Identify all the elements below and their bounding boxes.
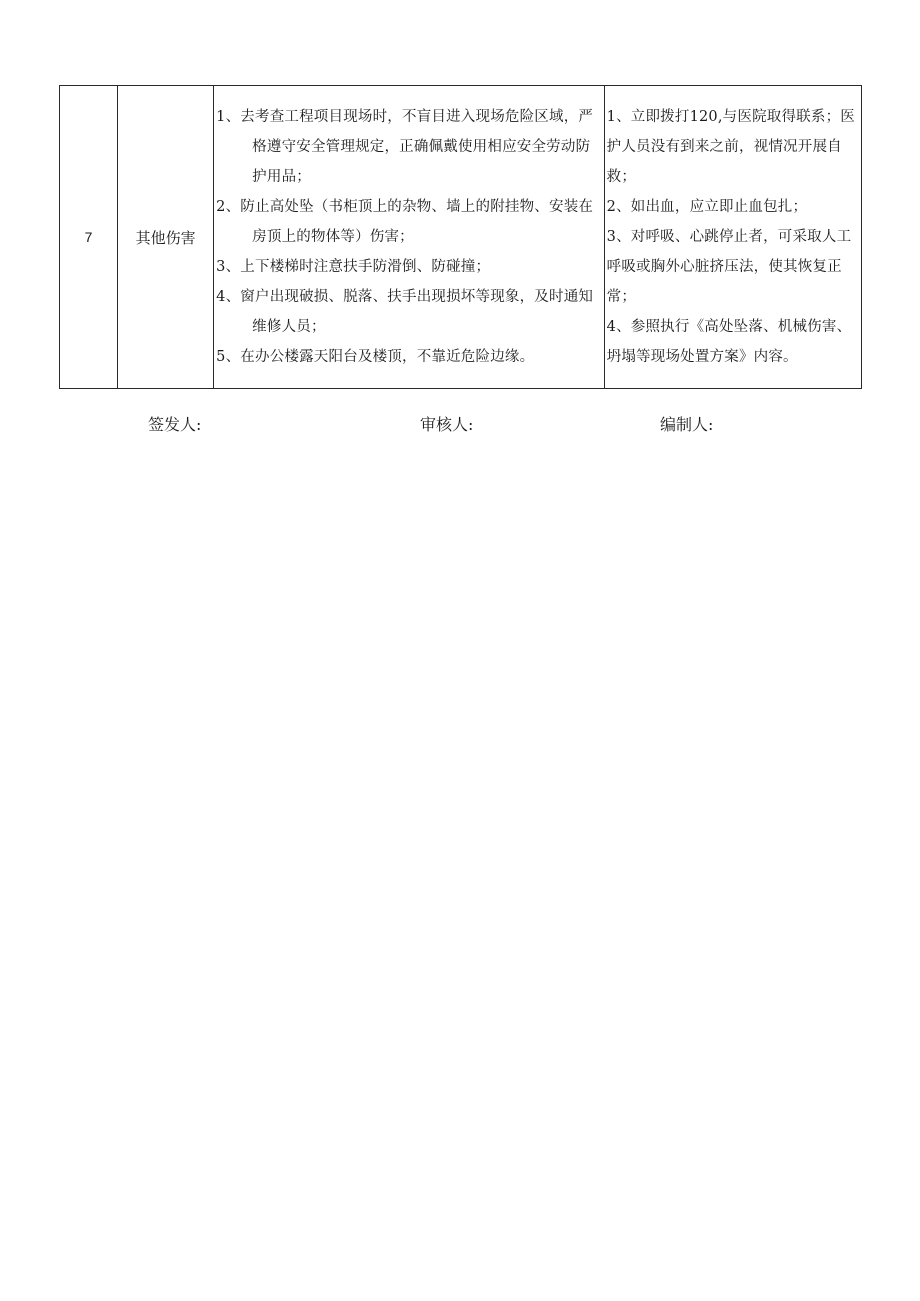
emergency-response-list — [607, 102, 859, 372]
row-number: 7 — [60, 86, 118, 389]
editor-label: 编制人: — [660, 415, 714, 434]
emergency-response-2: 2、如出血，应立即止血包扎； — [606, 199, 808, 215]
emergency-response-3: 3、对呼吸、心跳停止者，可采取人工呼吸或胸外心脏挤压法，使其恢复正常； — [606, 229, 852, 305]
signature-row — [0, 412, 920, 440]
hazard-type: 其他伤害 — [118, 86, 214, 389]
preventive-measures-cell — [214, 86, 604, 389]
preventive-measure-4: 4、窗户出现破损、脱落、扶手出现损坏等现象，及时通知维修人员； — [216, 289, 594, 335]
emergency-response-4: 4、参照执行《高处坠落、机械伤害、坍塌等现场处置方案》内容。 — [606, 319, 852, 365]
table-row — [60, 86, 862, 389]
preventive-measure-3: 3、上下楼梯时注意扶手防滑倒、防碰撞； — [216, 259, 491, 275]
preventive-measures-list — [216, 102, 601, 372]
reviewer-label: 审核人: — [420, 415, 474, 434]
preventive-measure-5: 5、在办公楼露天阳台及楼顶，不靠近危险边缘。 — [216, 349, 535, 365]
preventive-measure-1: 1、去考查工程项目现场时，不盲目进入现场危险区域，严格遵守安全管理规定，正确佩戴使用相应安全劳动防护用品； — [216, 109, 594, 185]
issuer-label: 签发人: — [148, 415, 202, 434]
preventive-measure-2: 2、防止高处坠（书柜顶上的杂物、墙上的附挂物、安装在房顶上的物体等）伤害； — [216, 199, 594, 245]
hazard-table — [59, 85, 862, 389]
emergency-response-1: 1、立即拨打120,与医院取得联系；医护人员没有到来之前，视情况开展自救； — [606, 109, 855, 185]
emergency-response-cell — [604, 86, 861, 389]
